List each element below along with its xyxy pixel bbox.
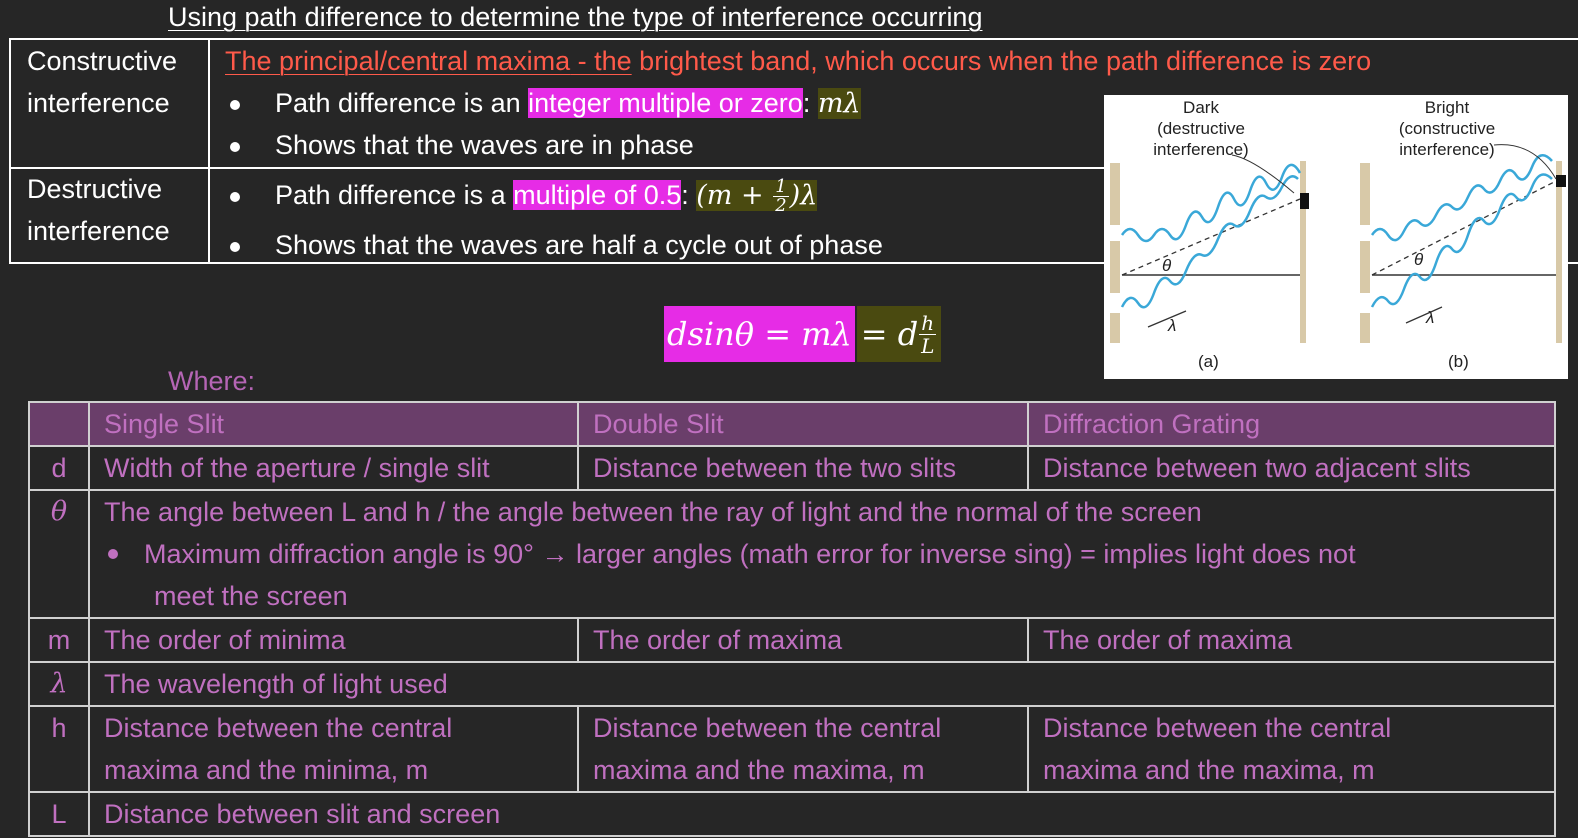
cell-line: maxima and the maxima, m [1043,755,1375,785]
colon: : [802,88,818,118]
symbol-L: L [29,792,89,836]
symbol-theta: θ [29,490,89,618]
destructive-bullet-2: Shows that the waves are half a cycle out of phase [275,230,883,260]
constructive-bullet-1 [275,82,861,125]
lambda-label-b: λ [1426,308,1435,327]
table-header-row [29,402,1555,446]
central-maxima-text [225,40,1371,82]
table-cell: Distance between the two slits [578,446,1028,490]
header-single-slit: Single Slit [89,402,578,446]
constructive-bullet-2: Shows that the waves are in phase [275,130,694,160]
theta-bullet [104,533,1554,575]
variables-table [28,401,1556,837]
theta-label-a: θ [1162,256,1172,275]
destructive-label-line1: Destructive [27,174,163,204]
fraction-denominator: L [921,333,935,358]
central-maxima-term: The principal/central maxima [225,46,571,76]
highlight-integer-multiple: integer multiple or zero [528,88,803,118]
bullet [230,192,240,202]
table-divider [208,40,210,262]
formula-part-1: dsinθ = mλ [664,306,855,362]
bright-label-line1: Bright [1424,98,1470,117]
formula-equals-d: = d [860,315,919,353]
destructive-label-line2: interference [27,216,170,246]
dark-label [1126,97,1276,160]
cell-line: maxima and the maxima, m [593,755,925,785]
page-title: Using path difference to determine the type of interference occurring [168,2,983,32]
table-cell: Width of the aperture / single slit [89,446,578,490]
cell-line: Distance between the central [593,713,942,743]
theta-bullet-continuation: meet the screen [154,581,348,611]
cell-line: Distance between the central [104,713,453,743]
dark-label-line3: interference) [1153,140,1249,159]
math-m-lambda: mλ [817,88,861,119]
table-cell [1028,706,1555,792]
table-cell: The order of maxima [1028,618,1555,662]
table-cell [89,490,1555,618]
table-cell: The order of maxima [578,618,1028,662]
table-row [29,490,1555,618]
bright-label-line3: interference) [1399,140,1495,159]
fraction-numerator: h [921,310,935,335]
constructive-label [27,40,177,124]
fraction-numerator: 1 [775,176,787,197]
table-cell: The wavelength of light used [89,662,1555,706]
central-maxima-description: brightest band, which occurs when the path difference is zero [631,46,1372,76]
math-open: (m + [696,180,773,211]
header-double-slit: Double Slit [578,402,1028,446]
table-row [29,662,1555,706]
colon: : [681,180,697,210]
fraction-half [773,178,788,215]
math-close: )λ [789,180,818,211]
table-cell [89,706,578,792]
table-divider [11,167,1111,169]
math-half-lambda [696,176,818,216]
symbol-h: h [29,706,89,792]
table-cell: Distance between slit and screen [89,792,1555,836]
header-cell [29,402,89,446]
header-diffraction-grating: Diffraction Grating [1028,402,1555,446]
destructive-label [27,168,170,252]
constructive-label-line2: interference [27,88,170,118]
table-row [29,706,1555,792]
caption-a: (a) [1198,352,1219,371]
bullet-text: Path difference is a [275,180,514,210]
dark-label-line1: Dark [1183,98,1219,117]
dark-label-line2: (destructive [1157,119,1245,138]
theta-description: The angle between L and h / the angle between the ray of light and the normal of the screen [104,497,1202,527]
table-cell [578,706,1028,792]
double-slit-diagram [1104,95,1568,379]
where-label: Where: [168,366,256,396]
table-cell: The order of minima [89,618,578,662]
fraction-h-over-l [919,312,936,357]
bright-label [1372,97,1522,160]
central-maxima-dash: - the [570,46,632,76]
bullet [230,142,240,152]
cell-line: Distance between the central [1043,713,1392,743]
highlight-multiple-half: multiple of 0.5 [513,180,682,210]
bright-label-line2: (constructive [1398,119,1496,138]
destructive-bullet-1 [275,174,817,217]
symbol-d: d [29,446,89,490]
table-cell: Distance between two adjacent slits [1028,446,1555,490]
theta-bullet-text: Maximum diffraction angle is 90° → larger angles (math error for inverse sing) = implies light does not [144,539,1356,569]
formula-part-2 [857,306,941,362]
fraction-denominator: 2 [775,195,787,216]
bullet-text: Path difference is an [275,88,529,118]
caption-b: (b) [1448,352,1469,371]
table-row [29,618,1555,662]
grating-formula [664,306,941,362]
symbol-m: m [29,618,89,662]
bullet [108,549,118,559]
constructive-label-line1: Constructive [27,46,178,76]
lambda-label-a: λ [1168,316,1177,335]
table-row [29,446,1555,490]
table-row [29,792,1555,836]
bullet [230,242,240,252]
bullet [230,100,240,110]
cell-line: maxima and the minima, m [104,755,429,785]
symbol-lambda: λ [29,662,89,706]
theta-label-b: θ [1414,250,1424,269]
